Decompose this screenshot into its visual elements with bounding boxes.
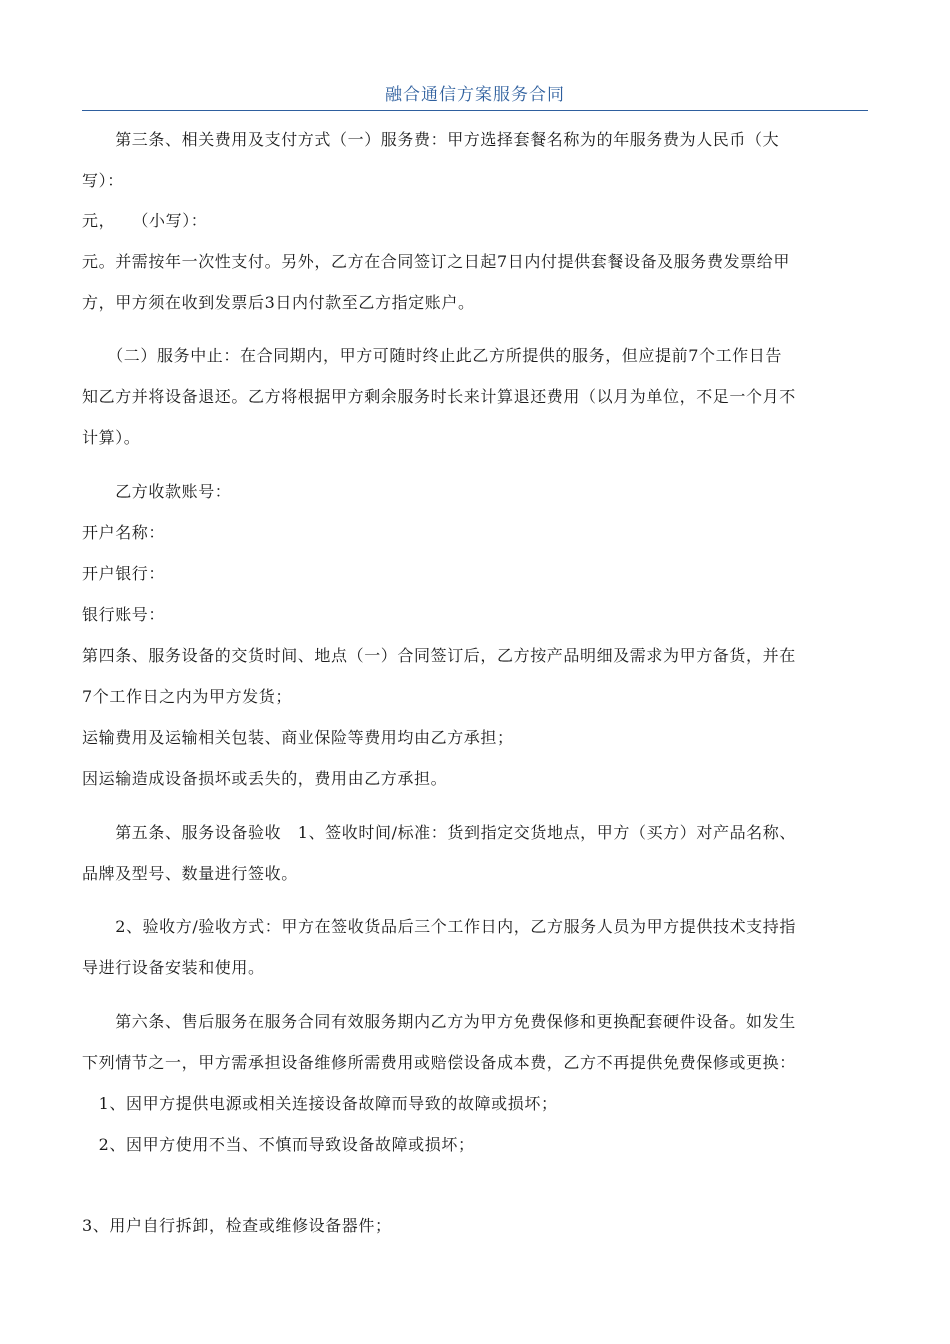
text-line: 计算）。 xyxy=(82,428,141,447)
document-title: 融合通信方案服务合同 xyxy=(385,85,565,105)
text-line: 1、因甲方提供电源或相关连接设备故障而导致的故障或损坏； xyxy=(82,1094,558,1113)
text-line: 开户银行： xyxy=(82,564,166,583)
text-line: 元， （小写）： xyxy=(82,211,208,230)
text-line: 第三条、相关费用及支付方式（一）服务费：甲方选择套餐名称为的年服务费为人民币（大 xyxy=(82,130,780,149)
text-line: 运输费用及运输相关包装、商业保险等费用均由乙方承担； xyxy=(82,728,514,747)
text-line: 第六条、售后服务在服务合同有效服务期内乙方为甲方免费保修和更换配套硬件设备。如发生 xyxy=(82,1012,796,1031)
text-line: 第五条、服务设备验收 1、签收时间/标准：货到指定交货地点，甲方（买方）对产品名称、 xyxy=(82,823,796,842)
text-line: 乙方收款账号： xyxy=(82,482,232,501)
text-line: 开户名称： xyxy=(82,523,166,542)
text-line: 2、验收方/验收方式：甲方在签收货品后三个工作日内，乙方服务人员为甲方提供技术支持指 xyxy=(82,917,796,936)
text-line: 知乙方并将设备退还。乙方将根据甲方剩余服务时长来计算退还费用（以月为单位，不足一个月不 xyxy=(82,387,796,406)
page-header xyxy=(82,82,868,111)
text-line: 写）： xyxy=(82,171,124,190)
text-line: 下列情节之一，甲方需承担设备维修所需费用或赔偿设备成本费，乙方不再提供免费保修或更换： xyxy=(82,1053,796,1072)
text-line: 第四条、服务设备的交货时间、地点（一）合同签订后，乙方按产品明细及需求为甲方备货，并在 xyxy=(82,646,796,665)
text-line: 元。并需按年一次性支付。另外，乙方在合同签订之日起7日内付提供套餐设备及服务费发票给甲 xyxy=(82,252,790,271)
text-line: （二）服务中止：在合同期内，甲方可随时终止此乙方所提供的服务，但应提前7个工作日告 xyxy=(82,346,782,365)
text-line: 因运输造成设备损坏或丢失的，费用由乙方承担。 xyxy=(82,769,448,788)
text-line: 7个工作日之内为甲方发货； xyxy=(82,687,292,706)
text-line: 银行账号： xyxy=(82,605,166,624)
text-line: 3、用户自行拆卸，检查或维修设备器件； xyxy=(82,1216,392,1235)
text-line: 品牌及型号、数量进行签收。 xyxy=(82,864,298,883)
text-line: 方，甲方须在收到发票后3日内付款至乙方指定账户。 xyxy=(82,293,475,312)
text-line: 2、因甲方使用不当、不慎而导致设备故障或损坏； xyxy=(82,1135,475,1154)
text-line: 导进行设备安装和使用。 xyxy=(82,958,265,977)
